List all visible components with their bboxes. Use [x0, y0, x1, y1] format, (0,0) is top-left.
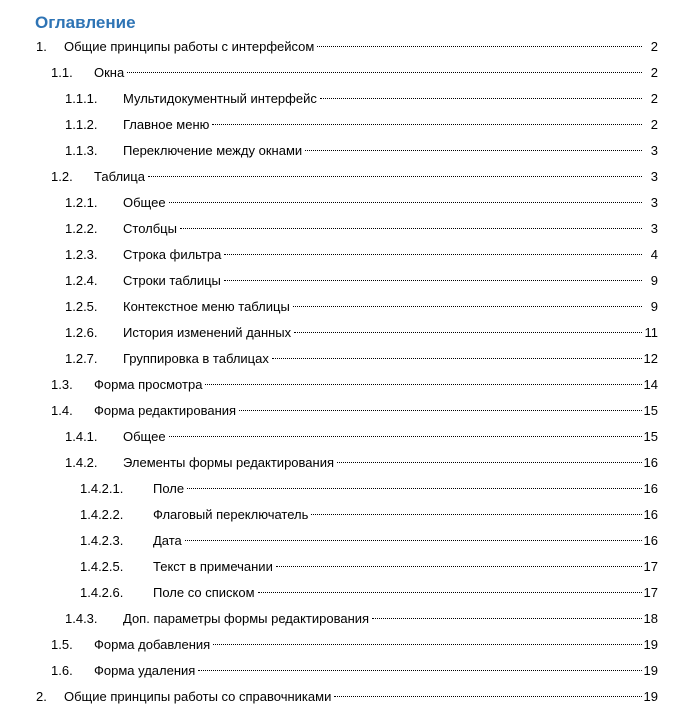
toc-entry-number: 1.4.2.3. — [80, 533, 124, 548]
toc-list — [0, 34, 682, 710]
toc-entry[interactable] — [0, 528, 682, 554]
toc-entry-title-link[interactable]: Доп. параметры формы редактирования — [123, 611, 370, 626]
toc-dot-leader — [239, 410, 641, 411]
toc-entry[interactable] — [0, 372, 682, 398]
toc-dot-leader — [320, 98, 642, 99]
toc-entry[interactable] — [0, 268, 682, 294]
toc-dot-leader — [311, 514, 641, 515]
toc-entry-title-link[interactable]: Группировка в таблицах — [123, 351, 269, 366]
toc-entry-page-number: 16 — [643, 481, 658, 496]
toc-entry-page-number: 2 — [650, 91, 658, 106]
toc-dot-leader — [180, 228, 642, 229]
toc-dot-leader — [169, 436, 642, 437]
toc-entry-number: 1. — [36, 39, 47, 54]
toc-entry-title-link[interactable]: Окна — [94, 65, 125, 80]
toc-dot-leader — [213, 644, 641, 645]
toc-entry-row — [94, 60, 658, 86]
toc-entry[interactable] — [0, 346, 682, 372]
toc-entry-page-number: 15 — [643, 429, 658, 444]
toc-entry-page-number: 3 — [650, 221, 658, 236]
toc-entry-row — [123, 424, 658, 450]
toc-entry-row — [94, 372, 658, 398]
toc-entry-number: 1.1.1. — [65, 91, 98, 106]
toc-entry-row — [123, 190, 658, 216]
toc-dot-leader — [224, 280, 642, 281]
toc-entry[interactable] — [0, 580, 682, 606]
toc-entry[interactable] — [0, 606, 682, 632]
toc-entry-row — [123, 268, 658, 294]
toc-dot-leader — [127, 72, 642, 73]
toc-entry-title-link[interactable]: Поле — [153, 481, 185, 496]
toc-entry-title-link[interactable]: Общее — [123, 195, 166, 210]
toc-entry-title-link[interactable]: Мультидокументный интерфейс — [123, 91, 317, 106]
toc-entry-number: 1.6. — [51, 663, 73, 678]
toc-entry-title-link[interactable]: Строка фильтра — [123, 247, 222, 262]
toc-entry[interactable] — [0, 398, 682, 424]
toc-entry-row — [123, 216, 658, 242]
toc-entry[interactable] — [0, 476, 682, 502]
toc-entry-row — [123, 346, 658, 372]
toc-entry-number: 1.4.3. — [65, 611, 98, 626]
toc-entry-number: 1.2.2. — [65, 221, 98, 236]
toc-entry-page-number: 19 — [643, 689, 658, 704]
toc-entry[interactable] — [0, 86, 682, 112]
toc-entry[interactable] — [0, 216, 682, 242]
toc-dot-leader — [198, 670, 641, 671]
toc-entry-row — [64, 684, 658, 710]
toc-entry-page-number: 3 — [650, 143, 658, 158]
toc-dot-leader — [337, 462, 642, 463]
toc-entry-number: 1.4. — [51, 403, 73, 418]
toc-entry-title-link[interactable]: Флаговый переключатель — [153, 507, 309, 522]
toc-entry-page-number: 17 — [643, 585, 658, 600]
toc-dot-leader — [272, 358, 642, 359]
toc-entry-row — [153, 476, 658, 502]
toc-entry-row — [94, 632, 658, 658]
toc-entry-number: 1.2.3. — [65, 247, 98, 262]
toc-dot-leader — [294, 332, 642, 333]
toc-dot-leader — [148, 176, 642, 177]
toc-entry-page-number: 2 — [650, 39, 658, 54]
toc-entry-page-number: 16 — [643, 507, 658, 522]
toc-entry-title-link[interactable]: Форма добавления — [94, 637, 211, 652]
toc-entry-page-number: 16 — [643, 533, 658, 548]
toc-entry-number: 1.5. — [51, 637, 73, 652]
toc-entry-number: 1.4.2.1. — [80, 481, 124, 496]
toc-entry-row — [123, 606, 658, 632]
toc-entry-row — [123, 294, 658, 320]
toc-entry-row — [123, 450, 658, 476]
toc-entry-row — [64, 34, 658, 60]
toc-entry-row — [94, 658, 658, 684]
toc-entry-number: 1.2.4. — [65, 273, 98, 288]
toc-entry-number: 1.2.7. — [65, 351, 98, 366]
toc-entry-number: 1.4.2.6. — [80, 585, 124, 600]
toc-entry-title-link[interactable]: Форма удаления — [94, 663, 196, 678]
toc-entry-page-number: 14 — [643, 377, 658, 392]
toc-dot-leader — [258, 592, 642, 593]
toc-entry-number: 1.4.2.5. — [80, 559, 124, 574]
toc-entry-number: 1.1.3. — [65, 143, 98, 158]
toc-entry-page-number: 17 — [643, 559, 658, 574]
toc-entry[interactable] — [0, 450, 682, 476]
toc-entry-page-number: 15 — [643, 403, 658, 418]
toc-entry-page-number: 2 — [650, 117, 658, 132]
toc-entry-row — [153, 502, 658, 528]
toc-entry[interactable] — [0, 34, 682, 60]
toc-entry-row — [153, 528, 658, 554]
toc-entry[interactable] — [0, 60, 682, 86]
toc-entry-row — [153, 580, 658, 606]
toc-entry-number: 1.4.2.2. — [80, 507, 124, 522]
toc-entry-page-number: 3 — [650, 169, 658, 184]
toc-entry-row — [153, 554, 658, 580]
toc-entry-number: 1.2.1. — [65, 195, 98, 210]
toc-entry-row — [94, 164, 658, 190]
toc-entry[interactable] — [0, 294, 682, 320]
toc-entry-number: 1.1. — [51, 65, 73, 80]
toc-entry[interactable] — [0, 164, 682, 190]
toc-dot-leader — [187, 488, 641, 489]
toc-entry-page-number: 19 — [643, 663, 658, 678]
toc-entry-number: 1.1.2. — [65, 117, 98, 132]
toc-entry-title-link[interactable]: История изменений данных — [123, 325, 292, 340]
toc-entry-number: 1.3. — [51, 377, 73, 392]
toc-dot-leader — [293, 306, 642, 307]
toc-dot-leader — [205, 384, 641, 385]
toc-dot-leader — [185, 540, 642, 541]
toc-dot-leader — [305, 150, 642, 151]
toc-entry-title-link[interactable]: Текст в примечании — [153, 559, 273, 574]
toc-entry-title-link[interactable]: Форма редактирования — [94, 403, 237, 418]
toc-entry-page-number: 12 — [643, 351, 658, 366]
toc-entry[interactable] — [0, 242, 682, 268]
toc-entry-title-link[interactable]: Общие принципы работы с интерфейсом — [64, 39, 315, 54]
toc-entry[interactable] — [0, 684, 682, 710]
toc-entry-page-number: 3 — [650, 195, 658, 210]
toc-title: Оглавление — [35, 13, 136, 32]
toc-dot-leader — [169, 202, 642, 203]
toc-entry-page-number: 9 — [650, 273, 658, 288]
toc-entry-page-number: 2 — [650, 65, 658, 80]
toc-entry-page-number: 4 — [650, 247, 658, 262]
toc-entry-row — [123, 242, 658, 268]
toc-dot-leader — [372, 618, 641, 619]
toc-entry-page-number: 16 — [643, 455, 658, 470]
toc-entry[interactable] — [0, 632, 682, 658]
toc-entry-title-link[interactable]: Строки таблицы — [123, 273, 221, 288]
toc-entry-page-number: 18 — [643, 611, 658, 626]
toc-entry[interactable] — [0, 138, 682, 164]
toc-entry-title-link[interactable]: Дата — [153, 533, 182, 548]
toc-entry-title-link[interactable]: Столбцы — [123, 221, 177, 236]
toc-entry-page-number: 19 — [643, 637, 658, 652]
toc-entry-title-link[interactable]: Таблица — [94, 169, 145, 184]
toc-entry-row — [123, 320, 658, 346]
toc-entry-title-link[interactable]: Переключение между окнами — [123, 143, 303, 158]
toc-entry-number: 1.2.6. — [65, 325, 98, 340]
toc-entry[interactable] — [0, 658, 682, 684]
toc-entry-row — [123, 138, 658, 164]
toc-entry[interactable] — [0, 554, 682, 580]
toc-entry-title-link[interactable]: Элементы формы редактирования — [123, 455, 335, 470]
toc-entry-page-number: 11 — [644, 325, 658, 340]
toc-entry-title-link[interactable]: Поле со списком — [153, 585, 255, 600]
toc-entry[interactable] — [0, 190, 682, 216]
toc-entry-number: 1.4.1. — [65, 429, 98, 444]
toc-entry-title-link[interactable]: Главное меню — [123, 117, 210, 132]
toc-entry[interactable] — [0, 320, 682, 346]
toc-entry-number: 1.2.5. — [65, 299, 98, 314]
toc-entry-number: 2. — [36, 689, 47, 704]
toc-dot-leader — [276, 566, 642, 567]
toc-dot-leader — [224, 254, 642, 255]
toc-entry[interactable] — [0, 424, 682, 450]
toc-entry-number: 1.4.2. — [65, 455, 98, 470]
toc-entry-title-link[interactable]: Форма просмотра — [94, 377, 203, 392]
toc-entry-title-link[interactable]: Контекстное меню таблицы — [123, 299, 290, 314]
toc-entry-row — [123, 86, 658, 112]
toc-entry[interactable] — [0, 112, 682, 138]
toc-dot-leader — [212, 124, 642, 125]
toc-dot-leader — [317, 46, 642, 47]
toc-dot-leader — [334, 696, 641, 697]
toc-entry-row — [94, 398, 658, 424]
toc-entry-title-link[interactable]: Общее — [123, 429, 166, 444]
toc-entry-title-link[interactable]: Общие принципы работы со справочниками — [64, 689, 332, 704]
toc-entry-number: 1.2. — [51, 169, 73, 184]
toc-entry-page-number: 9 — [650, 299, 658, 314]
toc-entry[interactable] — [0, 502, 682, 528]
toc-entry-row — [123, 112, 658, 138]
